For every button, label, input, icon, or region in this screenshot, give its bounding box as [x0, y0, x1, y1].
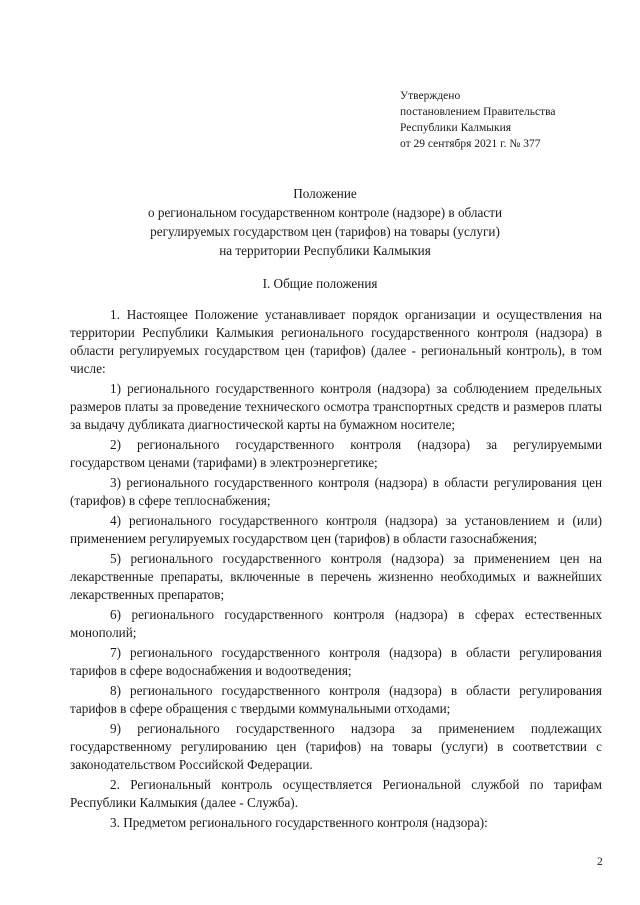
- list-item: 3) регионального государственного контроля (надзора) в области регулирования цен (тарифов) в сфере теплоснабжения;: [70, 475, 602, 508]
- paragraph: 1. Настоящее Положение устанавливает порядок организации и осуществления на территории Республики Калмыкия регионального государственного контроля (надзора) в области регулируемых государством цен (тарифов) (далее - региональный контроль), в том числе:: [70, 307, 602, 376]
- list-item: 9) регионального государственного надзора за применением подлежащих государственному регулированию цен (тарифов) на товары (услуги) в соответствии с законодательством Российской Федерации.: [70, 721, 602, 772]
- paragraph: 2. Региональный контроль осуществляется Региональной службой по тарифам Республики Калмыкия (далее - Служба).: [70, 777, 602, 810]
- list-item: 2) регионального государственного контроля (надзора) за регулируемыми государством ценами (тарифами) в электроэнергетике;: [70, 437, 602, 470]
- list-item: 6) регионального государственного контроля (надзора) в сферах естественных монополий;: [70, 607, 602, 640]
- document-title: [90, 184, 560, 260]
- title-line: регулируемых государством цен (тарифов) на товары (услуги): [150, 224, 500, 239]
- approval-line: Утверждено: [400, 90, 461, 102]
- document-body: [70, 306, 602, 834]
- list-item: 4) регионального государственного контроля (надзора) за установлением и (или) применением регулируемых государством цен (тарифов) в области газоснабжения;: [70, 513, 602, 546]
- approval-line: от 29 сентября 2021 г. № 377: [400, 138, 541, 150]
- list-item: 8) регионального государственного контроля (надзора) в области регулирования тарифов в сфере обращения с твердыми коммунальными отходами;: [70, 683, 602, 716]
- approval-stamp: [400, 88, 556, 152]
- list-item: 5) регионального государственного контроля (надзора) за применением цен на лекарственные препараты, включенные в перечень жизненно необходимых и важнейших лекарственных препаратов;: [70, 551, 602, 602]
- title-line: о региональном государственном контроле (надзоре) в области: [147, 205, 503, 220]
- paragraph: 3. Предметом регионального государственного контроля (надзора):: [110, 815, 488, 830]
- approval-line: постановлением Правительства: [400, 106, 556, 118]
- section-heading: I. Общие положения: [262, 276, 378, 291]
- title-line: Положение: [293, 186, 357, 201]
- list-item: 7) регионального государственного контроля (надзора) в области регулирования тарифов в сфере водоснабжения и водоотведения;: [70, 645, 602, 678]
- list-item: 1) регионального государственного контроля (надзора) за соблюдением предельных размеров платы за проведение технического осмотра транспортных средств и размеров платы за выдачу дубликата диагностической карты на бумажном носителе;: [70, 381, 602, 432]
- approval-line: Республики Калмыкия: [400, 122, 512, 134]
- page-number: 2: [597, 856, 603, 868]
- title-line: на территории Республики Калмыкия: [219, 243, 431, 258]
